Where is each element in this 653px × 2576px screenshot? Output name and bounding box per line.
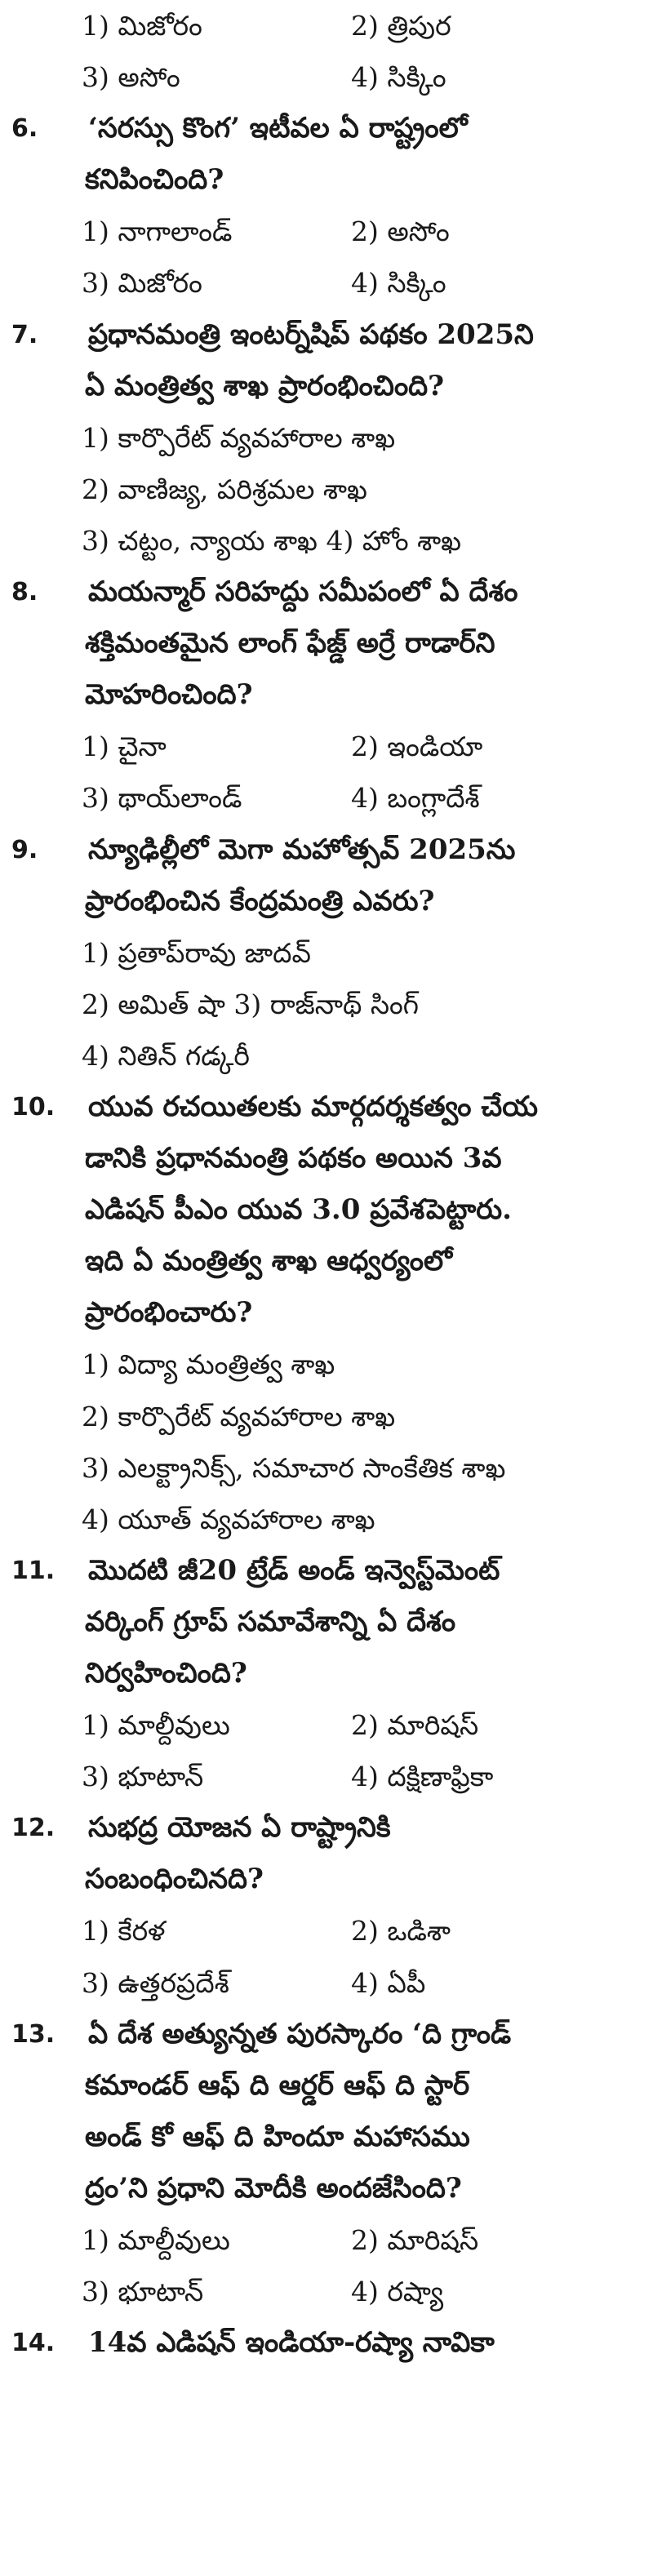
question-line xyxy=(0,1545,653,1597)
question-continuation xyxy=(0,618,653,669)
question-line xyxy=(0,566,653,618)
question-number: 11. xyxy=(11,1556,56,1585)
option: 1) మిజోరం xyxy=(82,10,202,42)
option: 1) చైనా xyxy=(82,731,167,763)
option-row xyxy=(0,927,653,979)
question-text: మయన్మార్ సరిహద్దు సమీపంలో ఏ దేశం xyxy=(88,575,518,609)
option: 3) ఉత్తరప్రదేశ్ xyxy=(82,1966,229,1999)
option-row xyxy=(0,1494,653,1545)
option: 4) ఏపీ xyxy=(351,1966,426,1999)
question-text: డానికి ప్రధానమంత్రి పథకం అయిన 3వ xyxy=(85,1142,502,1175)
option: 4) రష్యా xyxy=(351,2276,444,2308)
question-number: 10. xyxy=(11,1092,56,1121)
option-row xyxy=(0,206,653,257)
option: 1) విద్యా మంత్రిత్వ శాఖ xyxy=(82,1348,335,1381)
question-continuation xyxy=(0,1184,653,1236)
option: 4) సిక్కిం xyxy=(351,267,446,300)
option: 4) సిక్కిం xyxy=(351,61,446,94)
option: 2) త్రిపుర xyxy=(351,10,451,42)
question-continuation xyxy=(0,361,653,412)
question-number: 14. xyxy=(11,2329,56,2358)
option-row xyxy=(0,2214,653,2266)
question-number: 8. xyxy=(11,578,38,607)
option-row xyxy=(0,1339,653,1390)
question-text: ప్రారంభించిన కేంద్రమంత్రి ఎవరు? xyxy=(85,884,435,917)
question-text: కనిపించింది? xyxy=(85,163,224,197)
option-row xyxy=(0,464,653,515)
question-continuation xyxy=(0,2163,653,2214)
option: 2) వాణిజ్య, పరిశ్రమల శాఖ xyxy=(82,473,367,505)
option-row xyxy=(0,1905,653,1956)
question-text: ఇది ఏ మంత్రిత్వ శాఖ ఆధ్వర్యంలో xyxy=(85,1245,452,1278)
question-number: 6. xyxy=(11,114,38,144)
question-line xyxy=(0,824,653,876)
question-continuation xyxy=(0,1648,653,1699)
question-continuation xyxy=(0,1287,653,1339)
option: 1) నాగాలాండ్ xyxy=(82,215,233,248)
option-row xyxy=(0,412,653,464)
option: 2) కార్పొరేట్ వ్యవహారాల శాఖ xyxy=(82,1400,396,1432)
option: 3) చట్టం, న్యాయ శాఖ 4) హోం శాఖ xyxy=(82,524,462,557)
option-row xyxy=(0,1957,653,2009)
question-text: సుభద్ర యోజన ఏ రాష్ట్రానికి xyxy=(88,1811,391,1845)
question-text: ప్రధానమంత్రి ఇంటర్న్‌షిప్ పథకం 2025ని xyxy=(88,318,534,351)
option: 1) మాల్దీవులు xyxy=(82,1709,230,1742)
question-continuation xyxy=(0,1854,653,1905)
option-row xyxy=(0,2266,653,2317)
question-continuation xyxy=(0,669,653,721)
option-row xyxy=(0,1699,653,1751)
question-text: శక్తిమంతమైన లాంగ్ ఫేజ్డ్ అర్రే రాడార్‌ని xyxy=(85,627,495,660)
question-number: 12. xyxy=(11,1814,56,1843)
question-text: ‘సరస్సు కొంగ’ ఇటీవల ఏ రాష్ట్రంలో xyxy=(88,112,468,145)
question-text: ఏ దేశ అత్యున్నత పురస్కారం ‘ది గ్రాండ్ xyxy=(88,2017,512,2050)
question-text: కమాండర్ ఆఫ్ ది ఆర్డర్ ఆఫ్ ది స్టార్ xyxy=(85,2068,470,2102)
option: 2) మారిషస్ xyxy=(351,2224,479,2257)
question-text: అండ్ కో ఆఫ్ ది హిందూ మహాసము xyxy=(85,2120,470,2153)
question-text: ప్రారంభించారు? xyxy=(85,1296,253,1330)
option: 4) నితిన్ గడ్కరీ xyxy=(82,1039,250,1072)
option-row xyxy=(0,1442,653,1494)
question-continuation xyxy=(0,876,653,927)
question-line xyxy=(0,1081,653,1133)
question-continuation xyxy=(0,2112,653,2163)
option: 4) యూత్ వ్యవహారాల శాఖ xyxy=(82,1503,375,1535)
option-row xyxy=(0,979,653,1030)
option: 3) భూటాన్ xyxy=(82,1761,204,1793)
option-row xyxy=(0,1030,653,1081)
option: 3) అసోం xyxy=(82,61,180,94)
option: 1) కేరళ xyxy=(82,1915,166,1948)
option-row xyxy=(0,772,653,824)
option: 2) ఇండియా xyxy=(351,731,483,763)
option-row xyxy=(0,721,653,772)
option: 4) బంగ్లాదేశ్ xyxy=(351,782,480,815)
question-number: 13. xyxy=(11,2019,56,2049)
option: 3) భూటాన్ xyxy=(82,2276,204,2308)
question-continuation xyxy=(0,154,653,206)
option: 3) మిజోరం xyxy=(82,267,202,300)
question-text: నిర్వహించింది? xyxy=(85,1657,247,1690)
option: 1) ప్రతాప్‌రావు జాదవ్ xyxy=(82,936,311,969)
question-text: ఎడిషన్ పీఎం యువ 3.0 ప్రవేశపెట్టారు. xyxy=(85,1193,513,1227)
option-row xyxy=(0,0,653,51)
question-line xyxy=(0,309,653,361)
option: 2) ఒడిశా xyxy=(351,1915,451,1948)
question-text: వర్కింగ్ గ్రూప్ సమావేశాన్ని ఏ దేశం xyxy=(85,1605,456,1638)
question-continuation xyxy=(0,1133,653,1184)
question-text: ద్రం’ని ప్రధాని మోదీకి అందజేసింది? xyxy=(85,2171,462,2205)
question-text: మొదటి జీ20 ట్రేడ్ అండ్ ఇన్వెస్ట్‌మెంట్ xyxy=(88,1553,500,1587)
question-continuation xyxy=(0,1597,653,1648)
question-number: 9. xyxy=(11,835,38,864)
option: 2) అసోం xyxy=(351,215,450,248)
question-text: 14వ ఎడిషన్ ఇండియా-రష్యా నావికా xyxy=(88,2326,495,2360)
option: 1) మాల్దీవులు xyxy=(82,2224,230,2257)
question-text: న్యూఢిల్లీలో మెగా మహోత్సవ్ 2025ను xyxy=(88,833,516,866)
question-line xyxy=(0,2317,653,2369)
option: 1) కార్పొరేట్ వ్యవహారాల శాఖ xyxy=(82,421,396,454)
question-text: సంబంధించినది? xyxy=(85,1863,264,1896)
option: 2) అమిత్ షా 3) రాజ్‌నాథ్ సింగ్ xyxy=(82,988,419,1020)
option-row xyxy=(0,515,653,566)
option: 4) దక్షిణాఫ్రికా xyxy=(351,1761,494,1793)
option: 2) మారిషస్ xyxy=(351,1709,479,1742)
question-text: ఏ మంత్రిత్వ శాఖ ప్రారంభించింది? xyxy=(85,369,445,402)
question-line xyxy=(0,2009,653,2060)
question-line xyxy=(0,1802,653,1854)
option-row xyxy=(0,1751,653,1802)
question-line xyxy=(0,103,653,154)
question-text: యువ రచయితలకు మార్గదర్శకత్వం చేయ xyxy=(88,1090,538,1123)
option-row xyxy=(0,1391,653,1442)
question-number: 7. xyxy=(11,320,38,349)
question-continuation xyxy=(0,1236,653,1287)
option: 3) థాయ్‌లాండ్ xyxy=(82,782,242,815)
question-continuation xyxy=(0,2060,653,2112)
option-row xyxy=(0,257,653,309)
option-row xyxy=(0,51,653,103)
question-text: మోహరించింది? xyxy=(85,678,253,712)
option: 3) ఎలక్ట్రానిక్స్, సమాచార సాంకేతిక శాఖ xyxy=(82,1451,506,1484)
